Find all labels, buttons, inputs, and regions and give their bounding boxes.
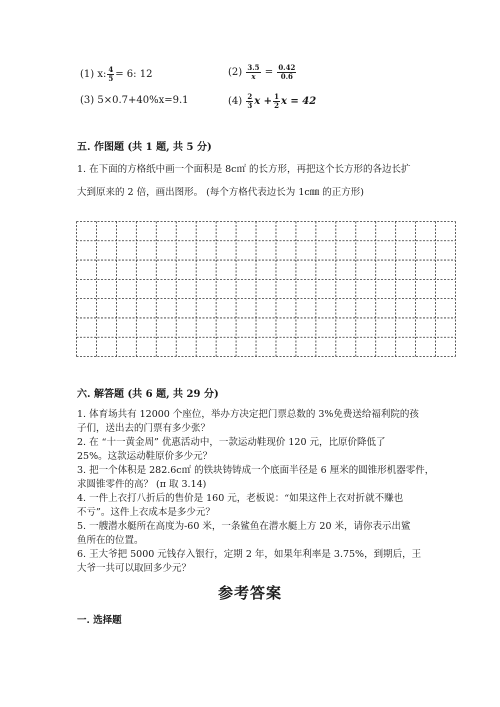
equation-4-middle: x + xyxy=(254,96,273,107)
question-line: 2. 在 “十一黄金周” 优惠活动中，一款运动鞋现价 120 元，比原价降低了 xyxy=(77,437,386,448)
answers-subheading: 一. 选择题 xyxy=(77,615,122,626)
equation-4-fraction-left xyxy=(246,93,253,110)
fraction-numerator: 2 xyxy=(247,92,253,101)
equation-1-number: (1) xyxy=(80,69,95,80)
question-line: 6. 王大爷把 5000 元钱存入银行，定期 2 年，如果年利率是 3.75%，到期后，王 xyxy=(77,549,422,560)
equation-2 xyxy=(228,64,297,81)
equation-4 xyxy=(228,93,316,110)
question-line: 鱼所在的位置。 xyxy=(77,535,144,546)
equation-2-number: (2) xyxy=(228,67,243,78)
section-5-heading: 五. 作图题 (共 1 题, 共 5 分) xyxy=(77,142,212,153)
fraction-denominator: 2 xyxy=(274,101,279,110)
equation-1-prefix: x: xyxy=(97,69,107,80)
equation-2-fraction-right xyxy=(277,64,296,81)
fraction-denominator: 5 xyxy=(108,74,114,83)
question-line: 25%。这款运动鞋原价多少元？ xyxy=(77,451,213,462)
equation-4-rest: x = 42 xyxy=(280,96,317,107)
section-6-heading: 六. 解答题 (共 6 题, 共 29 分) xyxy=(77,389,219,400)
equation-1-rest: = 6: 12 xyxy=(115,69,153,80)
fraction-numerator: 0.42 xyxy=(278,63,296,72)
section-5-question-line-1: 1. 在下面的方格纸中画一个面积是 8c㎡ 的长方形，再把这个长方形的各边长扩 xyxy=(77,164,411,175)
question-line: 4. 一件上衣打八折后的售价是 160 元，老板说：“如果这件上衣对折就不赚也 xyxy=(77,493,404,504)
question-line: 3. 把一个体积是 282.6c㎡ 的铁块铸铸成一个底面半径是 6 厘米的圆锥形机器零件， xyxy=(77,465,435,476)
equation-1-fraction xyxy=(107,66,114,83)
equation-4-fraction-right xyxy=(273,93,280,110)
equation-1 xyxy=(80,66,152,83)
equation-3: (3) 5×0.7+40%x=9.1 xyxy=(80,95,189,106)
fraction-numerator: 4 xyxy=(108,65,114,74)
section-6-questions xyxy=(77,408,434,576)
fraction-denominator: 3 xyxy=(247,101,253,110)
fraction-numerator: 1 xyxy=(274,92,279,101)
equation-2-equals: = xyxy=(264,67,274,78)
equation-2-fraction-left xyxy=(246,64,260,81)
grid-paper xyxy=(76,221,456,357)
section-5-question-line-2: 大到原来的 2 倍，画出图形。 (每个方格代表边长为 1c㎜ 的正方形) xyxy=(77,187,364,198)
equation-4-number: (4) xyxy=(228,96,243,107)
fraction-denominator: 0.6 xyxy=(280,72,293,81)
answers-title: 参考答案 xyxy=(217,584,282,602)
question-line: 大爷一共可以取回多少元？ xyxy=(77,563,192,574)
question-line: 5. 一艘潜水艇所在高度为-60 米，一条鲨鱼在潜水艇上方 20 米，请你表示出鲨 xyxy=(77,521,411,532)
question-line: 子们，送出去的门票有多少张？ xyxy=(77,423,211,434)
fraction-denominator: x xyxy=(251,72,256,81)
question-line: 不亏”。这件上衣成本是多少元？ xyxy=(77,507,215,518)
question-line: 1. 体育场共有 12000 个座位，举办方决定把门票总数的 3%免费送给福利院的孩 xyxy=(77,409,419,420)
grid-paper-svg xyxy=(76,221,456,357)
question-line: 求圆锥零件的高？ (π 取 3.14) xyxy=(77,479,207,490)
fraction-numerator: 3.5 xyxy=(247,63,260,72)
